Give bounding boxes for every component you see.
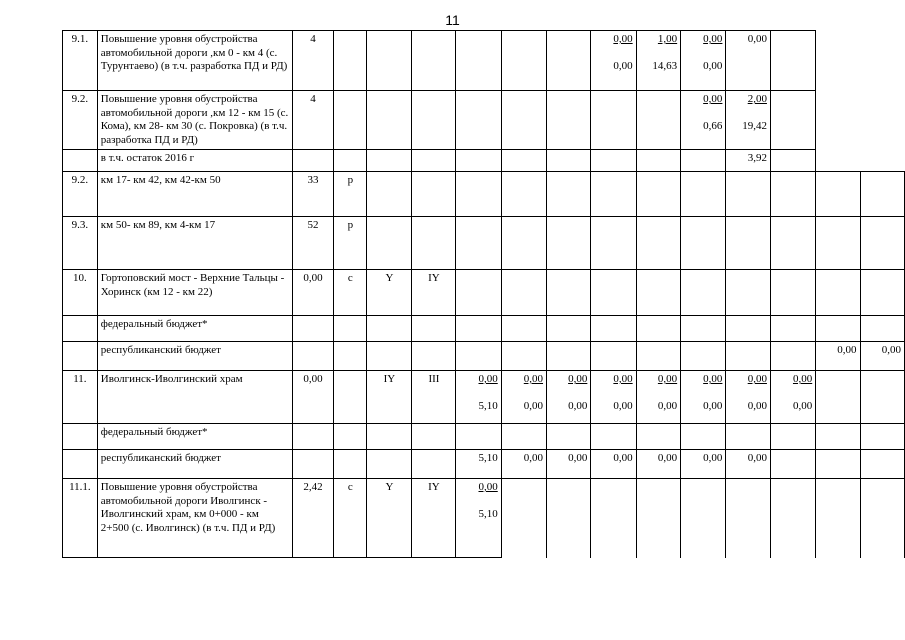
category-cell bbox=[412, 424, 456, 450]
value-text: 0,00 bbox=[568, 373, 588, 385]
value-cell bbox=[501, 91, 546, 150]
length-cell: 0,00 bbox=[292, 371, 333, 424]
value-cell bbox=[860, 479, 904, 558]
value-cell bbox=[726, 31, 771, 91]
row-name-cell: км 17- км 42, км 42-км 50 bbox=[97, 172, 292, 217]
value-cell bbox=[860, 31, 904, 91]
value-cell bbox=[860, 424, 904, 450]
length-cell bbox=[292, 342, 333, 371]
value-cell bbox=[547, 150, 591, 172]
value-cell bbox=[547, 479, 591, 558]
row-name-cell: республиканский бюджет bbox=[97, 450, 292, 479]
value-cell bbox=[860, 270, 904, 316]
value-cell bbox=[726, 172, 771, 217]
value-cell bbox=[547, 31, 591, 91]
value-cell bbox=[456, 371, 501, 424]
value-cell bbox=[681, 91, 726, 150]
value-cell bbox=[501, 424, 546, 450]
value-text: 0,00 bbox=[703, 373, 723, 385]
value-cell bbox=[547, 450, 591, 479]
value-cell bbox=[591, 270, 636, 316]
value-cell bbox=[591, 91, 636, 150]
row-number-cell bbox=[63, 342, 98, 371]
category-cell: IY bbox=[412, 270, 456, 316]
category-cell bbox=[367, 31, 412, 91]
value-cell bbox=[501, 450, 546, 479]
category-cell bbox=[412, 316, 456, 342]
value-cell bbox=[501, 342, 546, 371]
value-cell bbox=[681, 270, 726, 316]
value-cell bbox=[547, 172, 591, 217]
row-name-cell: Повышение уровня обустройства автомобильной дороги ,км 0 - км 4 (с. Турунтаево) (в т.ч. разработка ПД и РД) bbox=[97, 31, 292, 91]
value-cell bbox=[770, 479, 815, 558]
value-text: 0,00 bbox=[657, 373, 678, 385]
mark-cell: р bbox=[334, 217, 367, 270]
value-cell bbox=[636, 217, 681, 270]
category-cell bbox=[367, 450, 412, 479]
row-number-cell: 11. bbox=[63, 371, 98, 424]
table-row bbox=[63, 31, 905, 91]
value-cell bbox=[636, 450, 681, 479]
value-cell bbox=[591, 31, 636, 91]
value-cell bbox=[636, 342, 681, 371]
value-text: 0,00 bbox=[837, 344, 857, 356]
value-cell bbox=[547, 316, 591, 342]
category-cell bbox=[412, 150, 456, 172]
value-cell bbox=[726, 424, 771, 450]
row-number-cell bbox=[63, 150, 98, 172]
value-cell bbox=[726, 342, 771, 371]
value-cell bbox=[547, 91, 591, 150]
value-cell bbox=[681, 172, 726, 217]
value-cell bbox=[456, 91, 501, 150]
value-cell bbox=[770, 150, 815, 172]
value-cell bbox=[816, 316, 860, 342]
value-cell bbox=[770, 371, 815, 424]
value-text: 0,00 bbox=[613, 399, 633, 412]
value-cell bbox=[591, 316, 636, 342]
value-cell bbox=[726, 150, 771, 172]
table-row bbox=[63, 424, 905, 450]
value-text: 0,00 bbox=[478, 481, 498, 493]
length-cell: 0,00 bbox=[292, 270, 333, 316]
budget-table bbox=[62, 30, 905, 558]
category-cell bbox=[412, 450, 456, 479]
length-cell: 52 bbox=[292, 217, 333, 270]
value-cell bbox=[816, 450, 860, 479]
value-cell bbox=[816, 172, 860, 217]
value-text: 5,10 bbox=[478, 399, 498, 412]
value-cell bbox=[816, 371, 860, 424]
value-text: 5,10 bbox=[478, 452, 498, 464]
value-cell bbox=[681, 424, 726, 450]
value-cell bbox=[456, 31, 501, 91]
value-cell bbox=[501, 270, 546, 316]
value-cell bbox=[816, 31, 860, 91]
value-cell bbox=[860, 172, 904, 217]
table-row bbox=[63, 91, 905, 150]
value-cell bbox=[770, 31, 815, 91]
value-cell bbox=[636, 424, 681, 450]
row-number-cell: 9.1. bbox=[63, 31, 98, 91]
mark-cell bbox=[334, 316, 367, 342]
value-text: 14,63 bbox=[652, 59, 678, 72]
row-name-cell: федеральный бюджет* bbox=[97, 316, 292, 342]
value-cell bbox=[591, 217, 636, 270]
value-cell bbox=[636, 371, 681, 424]
value-cell bbox=[547, 424, 591, 450]
category-cell bbox=[367, 91, 412, 150]
value-cell bbox=[456, 172, 501, 217]
value-text: 0,00 bbox=[747, 33, 767, 45]
value-text: 0,00 bbox=[792, 373, 813, 385]
row-name-cell: Гортоповский мост - Верхние Тальцы - Хоринск (км 12 - км 22) bbox=[97, 270, 292, 316]
value-cell bbox=[860, 371, 904, 424]
value-text: 0,00 bbox=[747, 452, 767, 464]
category-cell bbox=[367, 424, 412, 450]
table-row bbox=[63, 479, 905, 558]
value-cell bbox=[636, 172, 681, 217]
length-cell: 4 bbox=[292, 31, 333, 91]
value-cell bbox=[816, 150, 860, 172]
row-number-cell bbox=[63, 450, 98, 479]
value-cell bbox=[770, 91, 815, 150]
value-cell bbox=[726, 371, 771, 424]
row-name-cell: Повышение уровня обустройства автомобильной дороги Иволгинск - Иволгинский храм, км 0+000 - км 2+500 (с. Иволгинск) (в т.ч. ПД и РД) bbox=[97, 479, 292, 558]
value-text: 0,00 bbox=[703, 452, 723, 464]
value-cell bbox=[681, 31, 726, 91]
value-cell bbox=[456, 217, 501, 270]
value-text: 0,00 bbox=[523, 399, 544, 412]
value-text: 0,00 bbox=[613, 59, 633, 72]
table-row bbox=[63, 342, 905, 371]
value-cell bbox=[547, 371, 591, 424]
value-cell bbox=[681, 217, 726, 270]
value-cell bbox=[726, 450, 771, 479]
value-text: 0,00 bbox=[657, 452, 678, 464]
value-cell bbox=[591, 424, 636, 450]
value-text: 0,00 bbox=[657, 399, 678, 412]
value-text: 0,00 bbox=[703, 399, 723, 412]
value-cell bbox=[770, 316, 815, 342]
value-cell bbox=[860, 316, 904, 342]
value-cell bbox=[591, 479, 636, 558]
mark-cell bbox=[334, 91, 367, 150]
category-cell bbox=[412, 91, 456, 150]
row-name-cell: Иволгинск-Иволгинский храм bbox=[97, 371, 292, 424]
row-name-cell: в т.ч. остаток 2016 г bbox=[97, 150, 292, 172]
value-cell bbox=[591, 450, 636, 479]
value-cell bbox=[591, 172, 636, 217]
value-cell bbox=[501, 31, 546, 91]
length-cell bbox=[292, 450, 333, 479]
value-text: 0,00 bbox=[568, 452, 588, 464]
value-text: 19,42 bbox=[742, 119, 767, 132]
row-name-cell: федеральный бюджет* bbox=[97, 424, 292, 450]
value-text: 0,00 bbox=[613, 33, 633, 45]
value-text: 0,00 bbox=[523, 373, 544, 385]
table-row bbox=[63, 371, 905, 424]
value-cell bbox=[456, 342, 501, 371]
value-cell bbox=[456, 479, 501, 558]
value-text: 0,00 bbox=[792, 399, 813, 412]
value-text: 2,00 bbox=[747, 93, 767, 105]
value-text: 1,00 bbox=[657, 33, 678, 45]
value-cell bbox=[726, 479, 771, 558]
mark-cell bbox=[334, 371, 367, 424]
value-cell bbox=[456, 150, 501, 172]
value-cell bbox=[591, 342, 636, 371]
value-cell bbox=[860, 91, 904, 150]
table-row bbox=[63, 217, 905, 270]
value-cell bbox=[770, 450, 815, 479]
value-cell bbox=[816, 217, 860, 270]
value-cell bbox=[501, 172, 546, 217]
value-cell bbox=[456, 450, 501, 479]
category-cell bbox=[367, 217, 412, 270]
value-text: 3,92 bbox=[747, 152, 767, 164]
value-text: 0,00 bbox=[703, 93, 723, 105]
category-cell bbox=[367, 342, 412, 371]
value-cell bbox=[636, 270, 681, 316]
value-cell bbox=[681, 150, 726, 172]
mark-cell bbox=[334, 450, 367, 479]
value-text: 0,00 bbox=[568, 399, 588, 412]
value-cell bbox=[456, 424, 501, 450]
value-cell bbox=[591, 150, 636, 172]
row-number-cell: 9.3. bbox=[63, 217, 98, 270]
value-cell bbox=[770, 342, 815, 371]
value-cell bbox=[501, 316, 546, 342]
value-text: 0,00 bbox=[613, 373, 633, 385]
row-number-cell bbox=[63, 316, 98, 342]
value-cell bbox=[860, 150, 904, 172]
row-number-cell: 11.1. bbox=[63, 479, 98, 558]
table-row bbox=[63, 270, 905, 316]
category-cell bbox=[367, 316, 412, 342]
row-number-cell: 10. bbox=[63, 270, 98, 316]
value-cell bbox=[816, 342, 860, 371]
mark-cell bbox=[334, 342, 367, 371]
value-cell bbox=[501, 479, 546, 558]
category-cell: Y bbox=[367, 479, 412, 558]
table-row bbox=[63, 450, 905, 479]
value-cell bbox=[501, 150, 546, 172]
value-cell bbox=[501, 217, 546, 270]
value-text: 0,66 bbox=[703, 119, 723, 132]
category-cell: III bbox=[412, 371, 456, 424]
value-cell bbox=[547, 217, 591, 270]
value-cell bbox=[636, 91, 681, 150]
mark-cell bbox=[334, 424, 367, 450]
value-cell bbox=[816, 479, 860, 558]
mark-cell: р bbox=[334, 172, 367, 217]
value-text: 0,00 bbox=[478, 373, 498, 385]
row-number-cell: 9.2. bbox=[63, 172, 98, 217]
mark-cell: с bbox=[334, 270, 367, 316]
value-cell bbox=[681, 371, 726, 424]
value-cell bbox=[860, 217, 904, 270]
value-cell bbox=[636, 479, 681, 558]
value-cell bbox=[547, 270, 591, 316]
row-name-cell: республиканский бюджет bbox=[97, 342, 292, 371]
category-cell bbox=[412, 342, 456, 371]
row-name-cell: км 50- км 89, км 4-км 17 bbox=[97, 217, 292, 270]
value-cell bbox=[770, 172, 815, 217]
page-number: 11 bbox=[445, 12, 460, 28]
value-text: 0,00 bbox=[523, 452, 544, 464]
mark-cell bbox=[334, 31, 367, 91]
length-cell bbox=[292, 150, 333, 172]
value-cell bbox=[681, 479, 726, 558]
row-number-cell bbox=[63, 424, 98, 450]
length-cell: 2,42 bbox=[292, 479, 333, 558]
value-text: 0,00 bbox=[881, 344, 901, 356]
value-cell bbox=[636, 316, 681, 342]
value-cell bbox=[770, 424, 815, 450]
value-cell bbox=[770, 217, 815, 270]
length-cell: 4 bbox=[292, 91, 333, 150]
mark-cell: с bbox=[334, 479, 367, 558]
value-text: 0,00 bbox=[703, 59, 723, 72]
value-text: 0,00 bbox=[747, 373, 767, 385]
value-cell bbox=[726, 91, 771, 150]
row-number-cell: 9.2. bbox=[63, 91, 98, 150]
category-cell: IY bbox=[367, 371, 412, 424]
value-cell bbox=[726, 270, 771, 316]
value-cell bbox=[456, 316, 501, 342]
length-cell: 33 bbox=[292, 172, 333, 217]
category-cell bbox=[367, 172, 412, 217]
value-cell bbox=[860, 450, 904, 479]
category-cell bbox=[412, 217, 456, 270]
category-cell: IY bbox=[412, 479, 456, 558]
table-row bbox=[63, 172, 905, 217]
value-text: 0,00 bbox=[703, 33, 723, 45]
category-cell: Y bbox=[367, 270, 412, 316]
value-cell bbox=[456, 270, 501, 316]
value-cell bbox=[816, 270, 860, 316]
value-cell bbox=[591, 371, 636, 424]
value-cell bbox=[726, 217, 771, 270]
value-cell bbox=[726, 316, 771, 342]
value-text: 5,10 bbox=[478, 507, 498, 520]
value-text: 0,00 bbox=[613, 452, 633, 464]
table-row bbox=[63, 150, 905, 172]
category-cell bbox=[412, 172, 456, 217]
category-cell bbox=[367, 150, 412, 172]
value-cell bbox=[860, 342, 904, 371]
length-cell bbox=[292, 316, 333, 342]
value-cell bbox=[681, 316, 726, 342]
mark-cell bbox=[334, 150, 367, 172]
table-row bbox=[63, 316, 905, 342]
length-cell bbox=[292, 424, 333, 450]
row-name-cell: Повышение уровня обустройства автомобильной дороги ,км 12 - км 15 (с. Кома), км 28- км 30 (с. Покровка) (в т.ч. разработка ПД и РД) bbox=[97, 91, 292, 150]
value-cell bbox=[547, 342, 591, 371]
value-cell bbox=[681, 450, 726, 479]
value-cell bbox=[816, 91, 860, 150]
value-text: 0,00 bbox=[747, 399, 767, 412]
value-cell bbox=[816, 424, 860, 450]
category-cell bbox=[412, 31, 456, 91]
value-cell bbox=[501, 371, 546, 424]
value-cell bbox=[636, 150, 681, 172]
value-cell bbox=[636, 31, 681, 91]
value-cell bbox=[681, 342, 726, 371]
value-cell bbox=[770, 270, 815, 316]
